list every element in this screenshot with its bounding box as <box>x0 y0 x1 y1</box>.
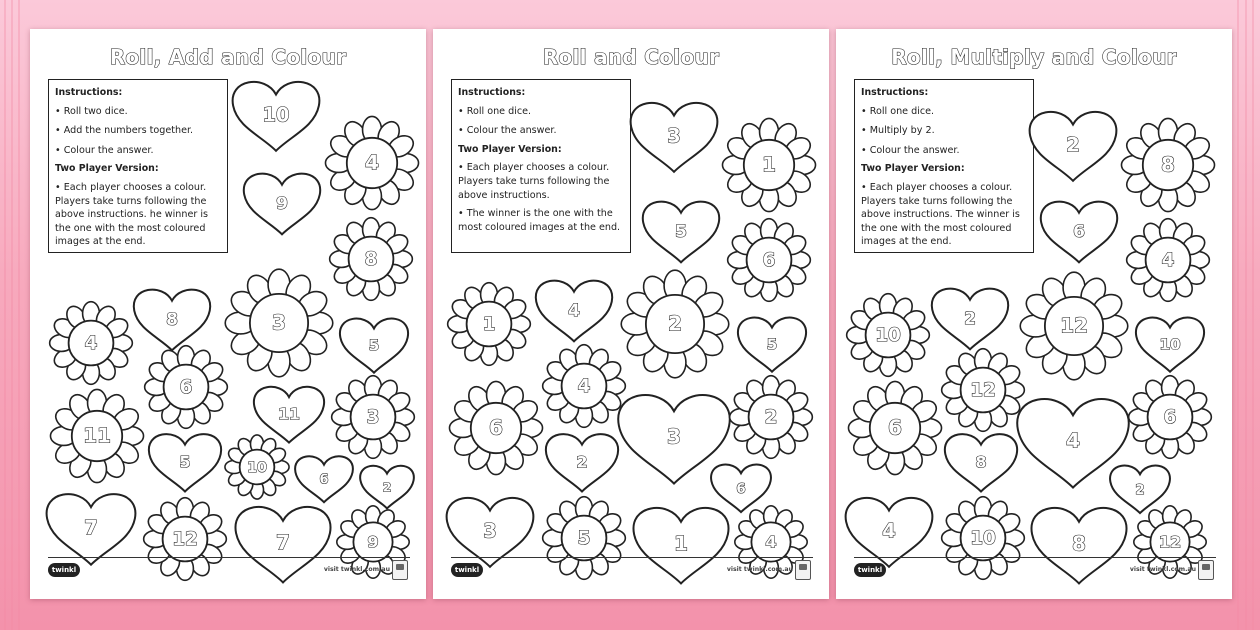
shape-number-label: 10 <box>247 460 267 476</box>
heart-shape[interactable] <box>711 465 771 513</box>
instruction-step: • Colour the answer. <box>55 144 154 156</box>
shape-number-label: 6 <box>1073 222 1085 242</box>
footer-url[interactable]: visit twinkl.com.au <box>726 566 793 573</box>
shape-number-label: 2 <box>1135 483 1145 498</box>
flower-shape[interactable] <box>728 219 811 302</box>
shape-number-label: 8 <box>975 452 987 472</box>
shape-number-label: 10 <box>1159 335 1181 354</box>
shape-number-label: 10 <box>875 325 901 346</box>
footer-divider <box>451 557 813 558</box>
quality-badge-icon <box>1198 560 1214 580</box>
shape-number-label: 5 <box>766 335 778 354</box>
shape-number-label: 11 <box>83 423 111 448</box>
shape-number-label: 6 <box>762 250 776 271</box>
instruction-step: • Add the numbers together. <box>55 125 194 137</box>
heart-shape[interactable] <box>1041 202 1117 263</box>
heart-shape[interactable] <box>738 318 806 372</box>
shape-number-label: 3 <box>667 424 681 449</box>
flower-shape[interactable] <box>942 349 1025 432</box>
shape-number-label: 2 <box>764 407 778 428</box>
heart-shape[interactable] <box>235 507 330 582</box>
flower-shape[interactable] <box>144 498 227 581</box>
shape-number-label: 4 <box>882 519 896 543</box>
two-player-step: • Each player chooses a colour. Players take turns following the above instructions. <box>458 162 610 201</box>
shape-number-label: 2 <box>964 309 976 329</box>
heart-shape[interactable] <box>1030 112 1117 181</box>
two-player-step: • The winner is the one with the most coloured images at the end. <box>458 208 621 233</box>
shape-number-label: 1 <box>482 314 496 335</box>
shape-number-label: 8 <box>1072 531 1086 556</box>
shape-number-label: 3 <box>272 310 286 335</box>
shape-number-label: 3 <box>366 407 380 428</box>
shape-number-label: 8 <box>364 249 378 270</box>
heart-shape[interactable] <box>149 434 221 491</box>
shape-number-label: 2 <box>382 480 392 495</box>
heart-shape[interactable] <box>1136 318 1204 372</box>
shape-number-label: 10 <box>262 103 290 127</box>
shape-number-label: 3 <box>667 124 681 148</box>
flower-shape[interactable] <box>848 381 941 474</box>
shape-number-label: 6 <box>489 415 503 440</box>
two-player-step: • Each player chooses a colour. Players take turns following the above instructions. he winner is the one with the most coloured images at the end. <box>55 181 209 248</box>
twinkl-logo: twinkl <box>48 563 80 577</box>
flower-shape[interactable] <box>1127 219 1210 302</box>
shape-number-label: 4 <box>765 532 777 552</box>
flower-shape[interactable] <box>145 346 228 429</box>
flower-shape[interactable] <box>50 389 143 482</box>
instruction-step: • Multiply by 2. <box>861 125 935 137</box>
shape-number-label: 12 <box>1158 532 1182 552</box>
heart-shape[interactable] <box>945 434 1017 491</box>
flower-shape[interactable] <box>621 270 729 378</box>
quality-badge-icon <box>392 560 408 580</box>
flower-shape[interactable] <box>942 497 1025 580</box>
footer-divider <box>854 557 1216 558</box>
shape-number-label: 6 <box>888 415 902 440</box>
heart-shape[interactable] <box>254 387 324 443</box>
colouring-shapes <box>836 29 1232 599</box>
shape-number-label: 1 <box>762 152 776 177</box>
flower-shape[interactable] <box>448 283 531 366</box>
shape-number-label: 4 <box>84 333 98 354</box>
shape-number-label: 12 <box>1060 313 1088 338</box>
footer-url[interactable]: visit twinkl.com.au <box>1129 566 1196 573</box>
heart-shape[interactable] <box>643 202 719 263</box>
shape-number-label: 11 <box>278 404 300 424</box>
heart-shape[interactable] <box>536 281 612 342</box>
shape-number-label: 4 <box>577 376 591 397</box>
heart-shape[interactable] <box>546 434 618 491</box>
instructions-heading: Instructions: <box>458 87 526 98</box>
instruction-step: • Roll two dice. <box>55 105 128 117</box>
flower-shape[interactable] <box>50 302 133 385</box>
heart-shape[interactable] <box>134 290 210 351</box>
instructions-heading: Instructions: <box>861 87 929 98</box>
shape-number-label: 7 <box>84 516 98 540</box>
shape-number-label: 10 <box>970 528 996 549</box>
heart-shape[interactable] <box>244 174 320 235</box>
flower-shape[interactable] <box>730 376 813 459</box>
colouring-shapes <box>433 29 829 599</box>
flower-shape[interactable] <box>722 118 815 211</box>
heart-shape[interactable] <box>233 82 320 151</box>
two-player-heading: Two Player Version: <box>458 143 562 155</box>
flower-shape[interactable] <box>1129 376 1212 459</box>
heart-shape[interactable] <box>47 494 136 565</box>
shape-number-label: 6 <box>319 472 329 488</box>
heart-shape[interactable] <box>1031 508 1126 583</box>
shape-number-label: 2 <box>1066 133 1080 157</box>
shape-number-label: 4 <box>365 150 379 175</box>
shape-number-label: 5 <box>675 222 687 242</box>
heart-shape[interactable] <box>633 508 728 583</box>
worksheet-title: Roll, Add and Colour <box>109 45 347 69</box>
flower-shape[interactable] <box>225 435 289 499</box>
flower-shape[interactable] <box>325 116 418 209</box>
shape-number-label: 8 <box>1161 152 1175 177</box>
flower-shape[interactable] <box>449 381 542 474</box>
instructions-heading: Instructions: <box>55 87 123 98</box>
shape-number-label: 4 <box>1066 428 1080 453</box>
shape-number-label: 12 <box>172 529 198 550</box>
worksheet-title: Roll and Colour <box>542 45 720 69</box>
quality-badge-icon <box>795 560 811 580</box>
worksheet-roll-multiply-colour <box>836 29 1232 599</box>
two-player-heading: Two Player Version: <box>861 163 965 175</box>
heart-shape[interactable] <box>295 456 353 502</box>
twinkl-logo: twinkl <box>451 563 483 577</box>
instruction-step: • Colour the answer. <box>861 144 960 156</box>
instruction-step: • Roll one dice. <box>861 105 935 117</box>
shape-number-label: 6 <box>1163 407 1177 428</box>
flower-shape[interactable] <box>330 218 413 301</box>
shape-number-label: 4 <box>1161 250 1175 271</box>
shape-number-label: 1 <box>674 531 688 556</box>
shape-number-label: 2 <box>576 452 588 472</box>
shape-number-label: 5 <box>179 452 191 472</box>
flower-shape[interactable] <box>225 269 333 377</box>
two-player-step: • Each player chooses a colour. Players take turns following the above instructions. The winner is the one with the most coloured images at the end. <box>861 181 1020 248</box>
shape-number-label: 12 <box>970 380 996 401</box>
heart-shape[interactable] <box>340 319 408 373</box>
instruction-step: • Roll one dice. <box>458 105 532 117</box>
heart-shape[interactable] <box>631 103 718 172</box>
shape-number-label: 9 <box>367 532 379 552</box>
worksheet-roll-colour <box>433 29 829 599</box>
shape-number-label: 9 <box>276 194 288 214</box>
heart-shape[interactable] <box>360 466 414 509</box>
flower-shape[interactable] <box>543 345 626 428</box>
shape-number-label: 4 <box>568 301 580 321</box>
colouring-shapes <box>30 29 426 599</box>
heart-shape[interactable] <box>1110 466 1170 514</box>
twinkl-logo: twinkl <box>854 563 886 577</box>
flower-shape[interactable] <box>332 376 415 459</box>
shape-number-label: 6 <box>736 482 746 497</box>
shape-number-label: 5 <box>577 528 591 549</box>
worksheet-title: Roll, Multiply and Colour <box>891 45 1177 69</box>
flower-shape[interactable] <box>1020 272 1128 380</box>
two-player-heading: Two Player Version: <box>55 163 159 175</box>
shape-number-label: 2 <box>668 311 682 336</box>
shape-number-label: 8 <box>166 310 178 330</box>
shape-number-label: 5 <box>368 336 380 355</box>
footer-url[interactable]: visit twinkl.com.au <box>323 566 390 573</box>
flower-shape[interactable] <box>847 294 930 377</box>
shape-number-label: 6 <box>179 377 193 398</box>
worksheet-roll-add-colour <box>30 29 426 599</box>
shape-number-label: 7 <box>276 530 290 555</box>
flower-shape[interactable] <box>543 497 626 580</box>
instruction-step: • Colour the answer. <box>458 125 557 137</box>
footer-divider <box>48 557 410 558</box>
flower-shape[interactable] <box>1121 118 1214 211</box>
heart-shape[interactable] <box>932 289 1008 350</box>
shape-number-label: 3 <box>483 519 497 543</box>
